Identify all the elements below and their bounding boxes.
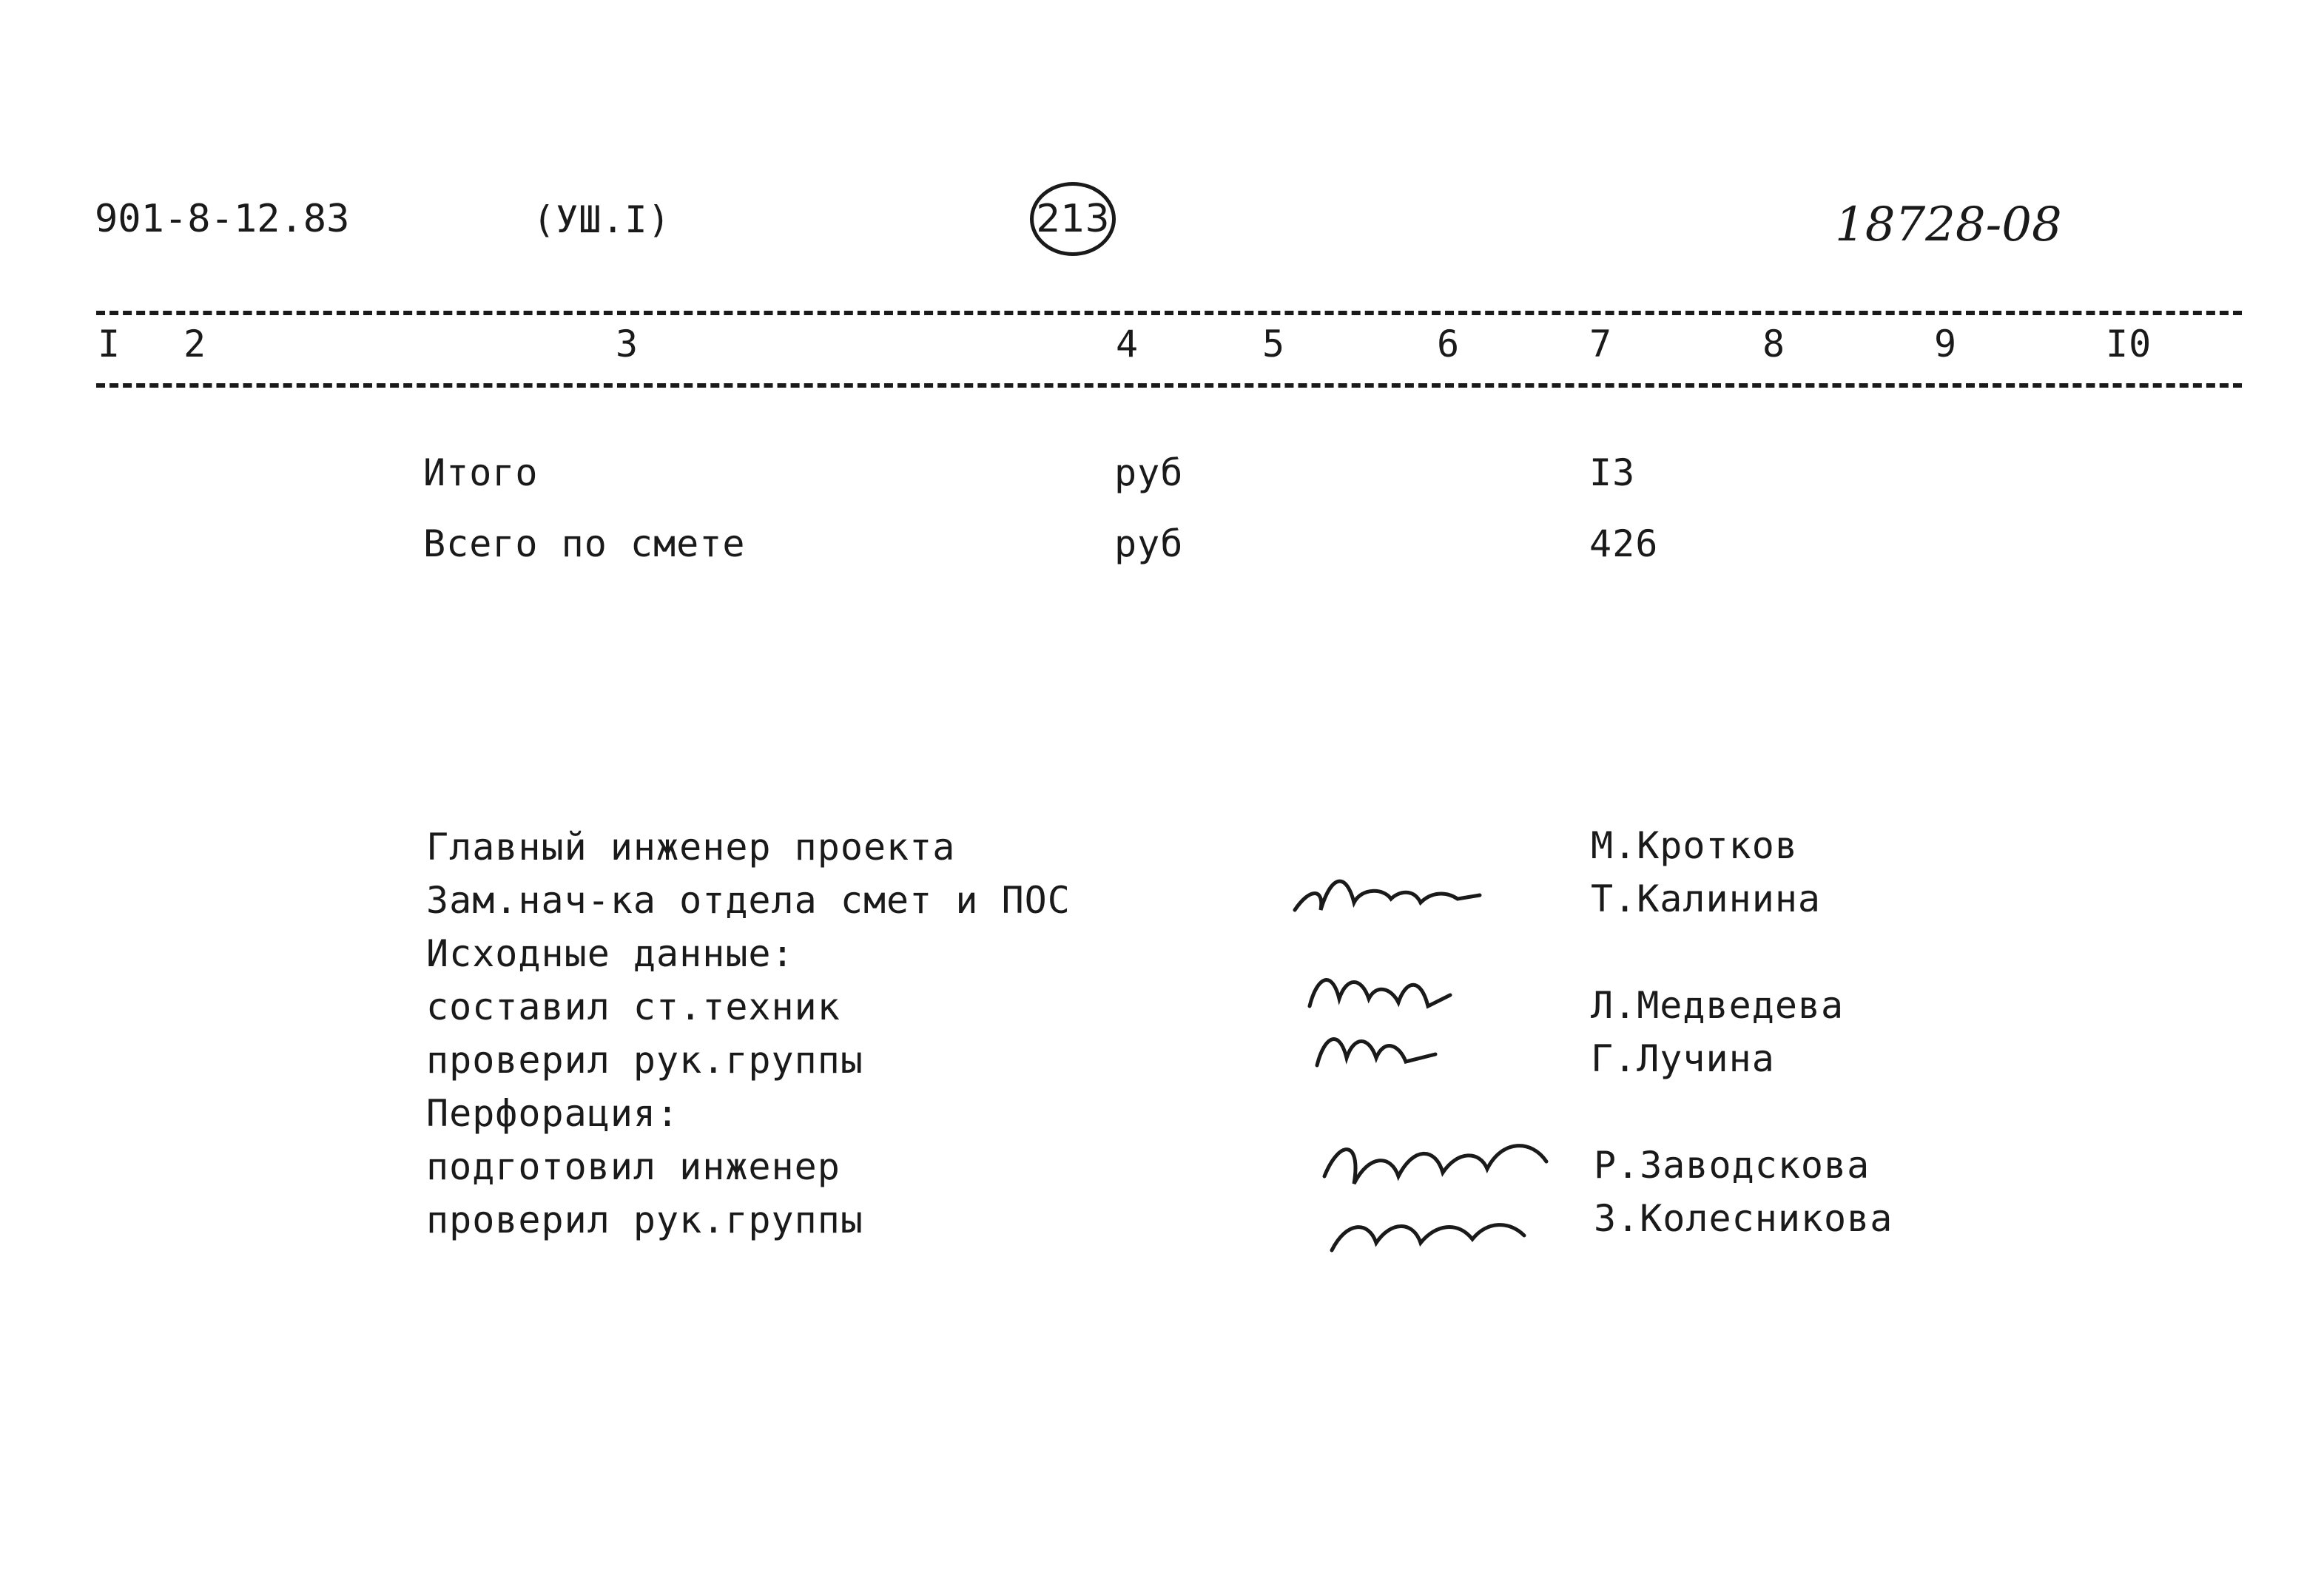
signoff-name: Л.Медведева xyxy=(1591,984,1845,1027)
signature-medvedeva-luchina xyxy=(1295,954,1472,1080)
grand-total-value: 426 xyxy=(1589,522,1659,565)
archive-number: 18728-08 xyxy=(1835,198,2062,252)
signoff-role: подготовил инженер xyxy=(426,1145,841,1188)
document-code: 901-8-12.83 xyxy=(95,197,350,241)
signoff-role: проверил рук.группы xyxy=(426,1039,863,1082)
total-unit: руб xyxy=(1114,451,1184,494)
column-number: I xyxy=(98,323,121,365)
signoff-role: Главный инженер проекта xyxy=(426,826,956,869)
signoff-name: З.Колесникова xyxy=(1594,1197,1893,1240)
column-number: 5 xyxy=(1262,323,1286,365)
total-value: I3 xyxy=(1589,451,1636,494)
column-number: 9 xyxy=(1934,323,1958,365)
column-number: 3 xyxy=(616,323,639,365)
grand-total-unit: руб xyxy=(1114,522,1184,565)
grand-total-label: Всего по смете xyxy=(423,522,746,565)
column-number: 7 xyxy=(1589,323,1613,365)
page-number-stamp xyxy=(1030,182,1116,256)
column-number: 4 xyxy=(1116,323,1139,365)
signoff-name: Р.Заводскова xyxy=(1594,1144,1870,1187)
signoff-heading: Исходные данные: xyxy=(426,932,795,975)
column-number: 6 xyxy=(1437,323,1461,365)
signoff-heading: Перфорация: xyxy=(426,1092,680,1135)
page-number: 213 xyxy=(1036,197,1110,241)
bottom-dashed-rule xyxy=(96,383,2242,388)
column-number: 2 xyxy=(183,323,207,365)
signoff-role: проверил рук.группы xyxy=(426,1199,863,1241)
column-number: I0 xyxy=(2106,323,2152,365)
signoff-role: составил ст.техник xyxy=(426,985,841,1028)
signoff-name: М.Кротков xyxy=(1591,824,1798,867)
signature-zavodskova-kolesnikova xyxy=(1310,1110,1576,1280)
signoff-name: Т.Калинина xyxy=(1591,877,1822,920)
signoff-role: Зам.нач-ка отдела смет и ПОС xyxy=(426,879,1071,922)
total-label: Итого xyxy=(423,451,539,494)
signoff-name: Г.Лучина xyxy=(1591,1037,1775,1080)
signature-kalinina xyxy=(1287,858,1495,925)
top-dashed-rule xyxy=(96,311,2242,315)
section-label: (УШ.I) xyxy=(533,198,671,241)
column-number: 8 xyxy=(1762,323,1786,365)
